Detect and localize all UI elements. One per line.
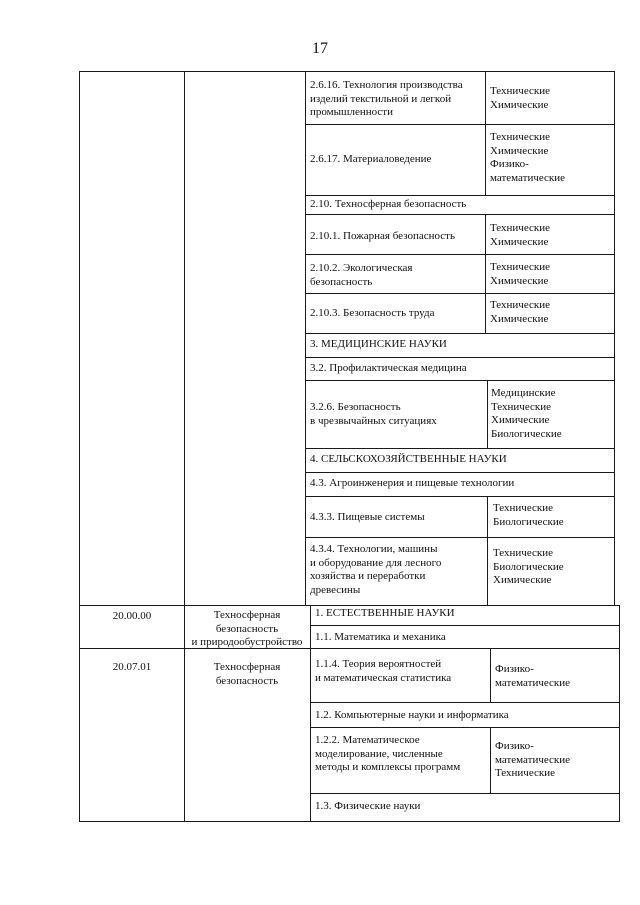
science-branch-cell: Технические Химические — [490, 85, 550, 111]
science-branch-cell: Технические Химические — [490, 261, 550, 287]
row-divider — [305, 357, 615, 358]
column-divider-name-upper — [305, 71, 306, 605]
code-cell: 20.00.00 — [112, 610, 152, 622]
table-border-right-upper — [614, 71, 615, 605]
science-branch-cell: Технические Биологические — [493, 502, 564, 528]
row-divider-full — [79, 605, 620, 606]
science-branch-cell: Медицинские Технические Химические Биологические — [491, 387, 562, 440]
specialty-cell: 2.10.2. Экологическая безопасность — [310, 262, 413, 288]
specialty-cell: 2.10.3. Безопасность труда — [310, 307, 435, 319]
section-heading: 3. МЕДИЦИНСКИЕ НАУКИ — [310, 338, 447, 350]
science-branch-cell: Технические Биологические Химические — [493, 547, 564, 586]
page-number: 17 — [312, 40, 328, 57]
section-heading: 1.3. Физические науки — [315, 800, 421, 812]
direction-name-cell: Техносферная безопасность и природообустройство — [191, 609, 303, 648]
table-border-top — [79, 71, 615, 72]
specialty-cell: 1.2.2. Математическое моделирование, численные методы и комплексы программ — [315, 734, 461, 773]
column-divider-sciences — [490, 648, 491, 702]
row-divider — [305, 254, 615, 255]
row-divider — [305, 496, 615, 497]
section-heading: 3.2. Профилактическая медицина — [310, 362, 467, 374]
row-divider — [305, 537, 615, 538]
column-divider-sciences — [487, 496, 488, 605]
column-divider-code — [184, 71, 185, 822]
row-divider-full — [79, 648, 620, 649]
row-divider — [305, 195, 615, 196]
table-border-bottom — [79, 821, 620, 822]
section-heading: 4.3. Агроинженерия и пищевые технологии — [310, 477, 515, 489]
specialty-cell: 3.2.6. Безопасность в чрезвычайных ситуациях — [310, 401, 437, 427]
section-heading: 1.1. Математика и механика — [315, 631, 446, 643]
code-cell: 20.07.01 — [112, 661, 152, 673]
column-divider-name-lower — [310, 605, 311, 822]
science-branch-cell: Физико- математические Технические — [495, 740, 571, 779]
row-divider — [305, 333, 615, 334]
direction-name-cell: Техносферная безопасность — [213, 661, 281, 687]
science-branch-cell: Технические Химические — [490, 222, 550, 248]
science-branch-cell: Технические Химические Физико- математические — [490, 131, 566, 184]
row-divider — [310, 793, 620, 794]
specialty-cell: 1.1.4. Теория вероятностей и математическая статистика — [315, 658, 452, 684]
section-heading: 2.10. Техносферная безопасность — [310, 198, 467, 210]
row-divider — [305, 472, 615, 473]
column-divider-sciences — [487, 380, 488, 448]
row-divider — [305, 124, 615, 125]
specialty-cell: 4.3.4. Технологии, машины и оборудование для лесного хозяйства и переработки древесины — [310, 543, 442, 596]
specialty-cell: 4.3.3. Пищевые системы — [310, 511, 425, 523]
specialty-cell: 2.10.1. Пожарная безопасность — [310, 230, 455, 242]
row-divider — [310, 727, 620, 728]
column-divider-sciences — [485, 71, 486, 195]
row-divider — [310, 702, 620, 703]
section-heading: 1. ЕСТЕСТВЕННЫЕ НАУКИ — [315, 607, 455, 619]
row-divider — [305, 448, 615, 449]
column-divider-sciences — [485, 214, 486, 333]
row-divider — [305, 293, 615, 294]
section-heading: 1.2. Компьютерные науки и информатика — [315, 709, 509, 721]
row-divider — [305, 214, 615, 215]
table-border-right-lower — [619, 605, 620, 822]
specialty-cell: 2.6.16. Технология производства изделий текстильной и легкой промышленности — [310, 79, 463, 118]
column-divider-sciences — [490, 727, 491, 793]
section-heading: 4. СЕЛЬСКОХОЗЯЙСТВЕННЫЕ НАУКИ — [310, 453, 507, 465]
row-divider — [310, 625, 620, 626]
science-branch-cell: Физико- математические — [495, 663, 571, 689]
table-border-left — [79, 71, 80, 822]
row-divider — [305, 380, 615, 381]
science-branch-cell: Технические Химические — [490, 299, 550, 325]
specialty-cell: 2.6.17. Материаловедение — [310, 153, 432, 165]
